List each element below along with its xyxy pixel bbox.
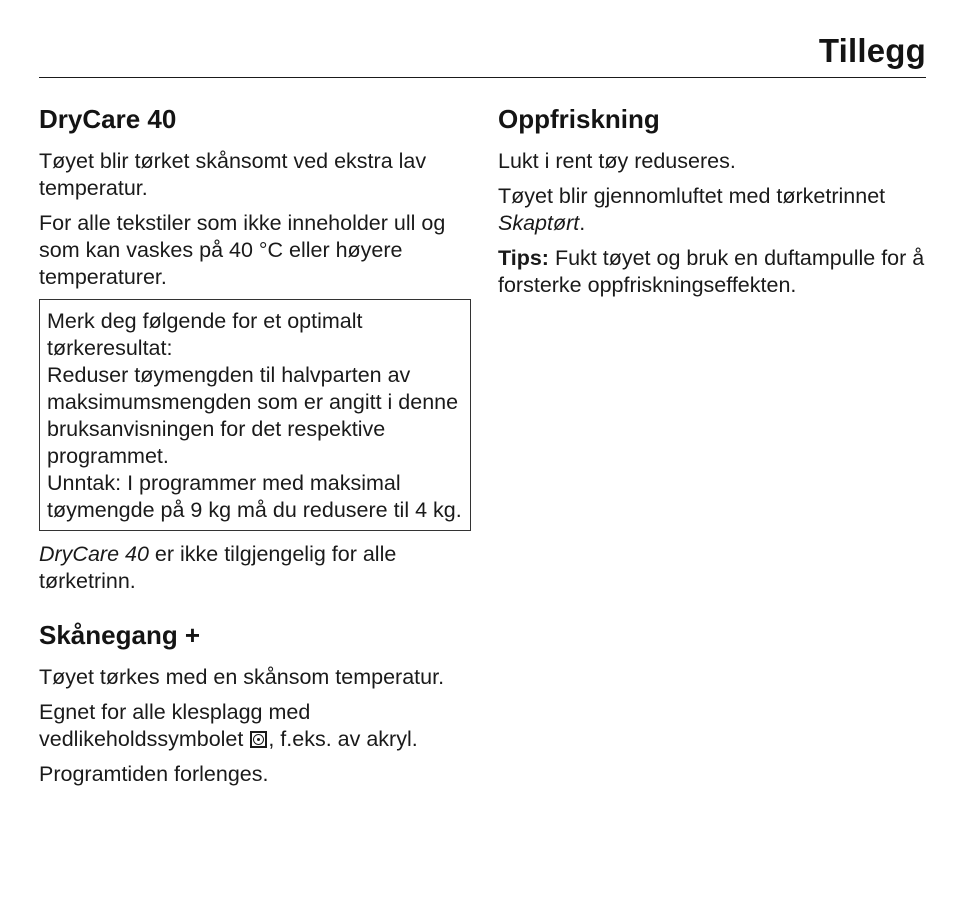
section-heading: Oppfriskning — [498, 104, 660, 134]
tip-label: Tips: — [498, 246, 549, 270]
note-exception: Unntak: I programmer med maksimal tøymengde på 9 kg må du redusere til 4 kg. — [47, 471, 462, 522]
left-column — [39, 101, 471, 796]
availability-text: er ikke tilgjengelig for alle tørketrinn. — [39, 542, 397, 593]
section-skanegang-plus — [39, 617, 471, 788]
suitability-text-end: , f.eks. av akryl. — [268, 727, 418, 751]
note-instruction: Reduser tøymengden til halvparten av maksimumsmengden som er angitt i denne bruksanvisningen for det respektive programmet. — [47, 363, 459, 468]
description-paragraph: Lukt i rent tøy reduseres. — [498, 149, 736, 173]
method-paragraph — [498, 183, 930, 237]
program-name-italic: DryCare 40 — [39, 542, 149, 566]
page-title: Tillegg — [818, 32, 926, 69]
description-paragraph: Tøyet tørkes med en skånsom temperatur. — [39, 665, 445, 689]
section-oppfriskning — [498, 101, 930, 299]
note-intro: Merk deg følgende for et optimalt tørkeresultat: — [47, 309, 363, 360]
description-paragraph: Tøyet blir tørket skånsomt ved ekstra lav temperatur. — [39, 149, 427, 200]
suitability-paragraph — [39, 699, 471, 753]
duration-paragraph: Programtiden forlenges. — [39, 762, 269, 786]
tip-text: Fukt tøyet og bruk en duftampulle for å forsterke oppfriskningseffekten. — [498, 246, 925, 297]
suitability-text: Egnet for alle klesplagg med vedlikeholdssymbolet — [39, 700, 311, 751]
tumble-dry-low-heat-icon — [250, 731, 267, 748]
section-heading: DryCare 40 — [39, 104, 177, 134]
title-divider — [39, 77, 926, 78]
section-heading: Skånegang + — [39, 620, 201, 650]
section-drycare-40 — [39, 101, 471, 595]
dryness-level-italic: Skaptørt — [498, 211, 580, 235]
tip-paragraph — [498, 245, 930, 299]
right-column — [498, 101, 930, 307]
method-text: Tøyet blir gjennomluftet med tørketrinnet — [498, 184, 886, 208]
note-box — [39, 299, 471, 531]
suitability-paragraph: For alle tekstiler som ikke inneholder ull og som kan vaskes på 40 °C eller høyere temperaturer. — [39, 211, 446, 289]
method-text-end: . — [579, 211, 586, 235]
availability-paragraph — [39, 541, 471, 595]
